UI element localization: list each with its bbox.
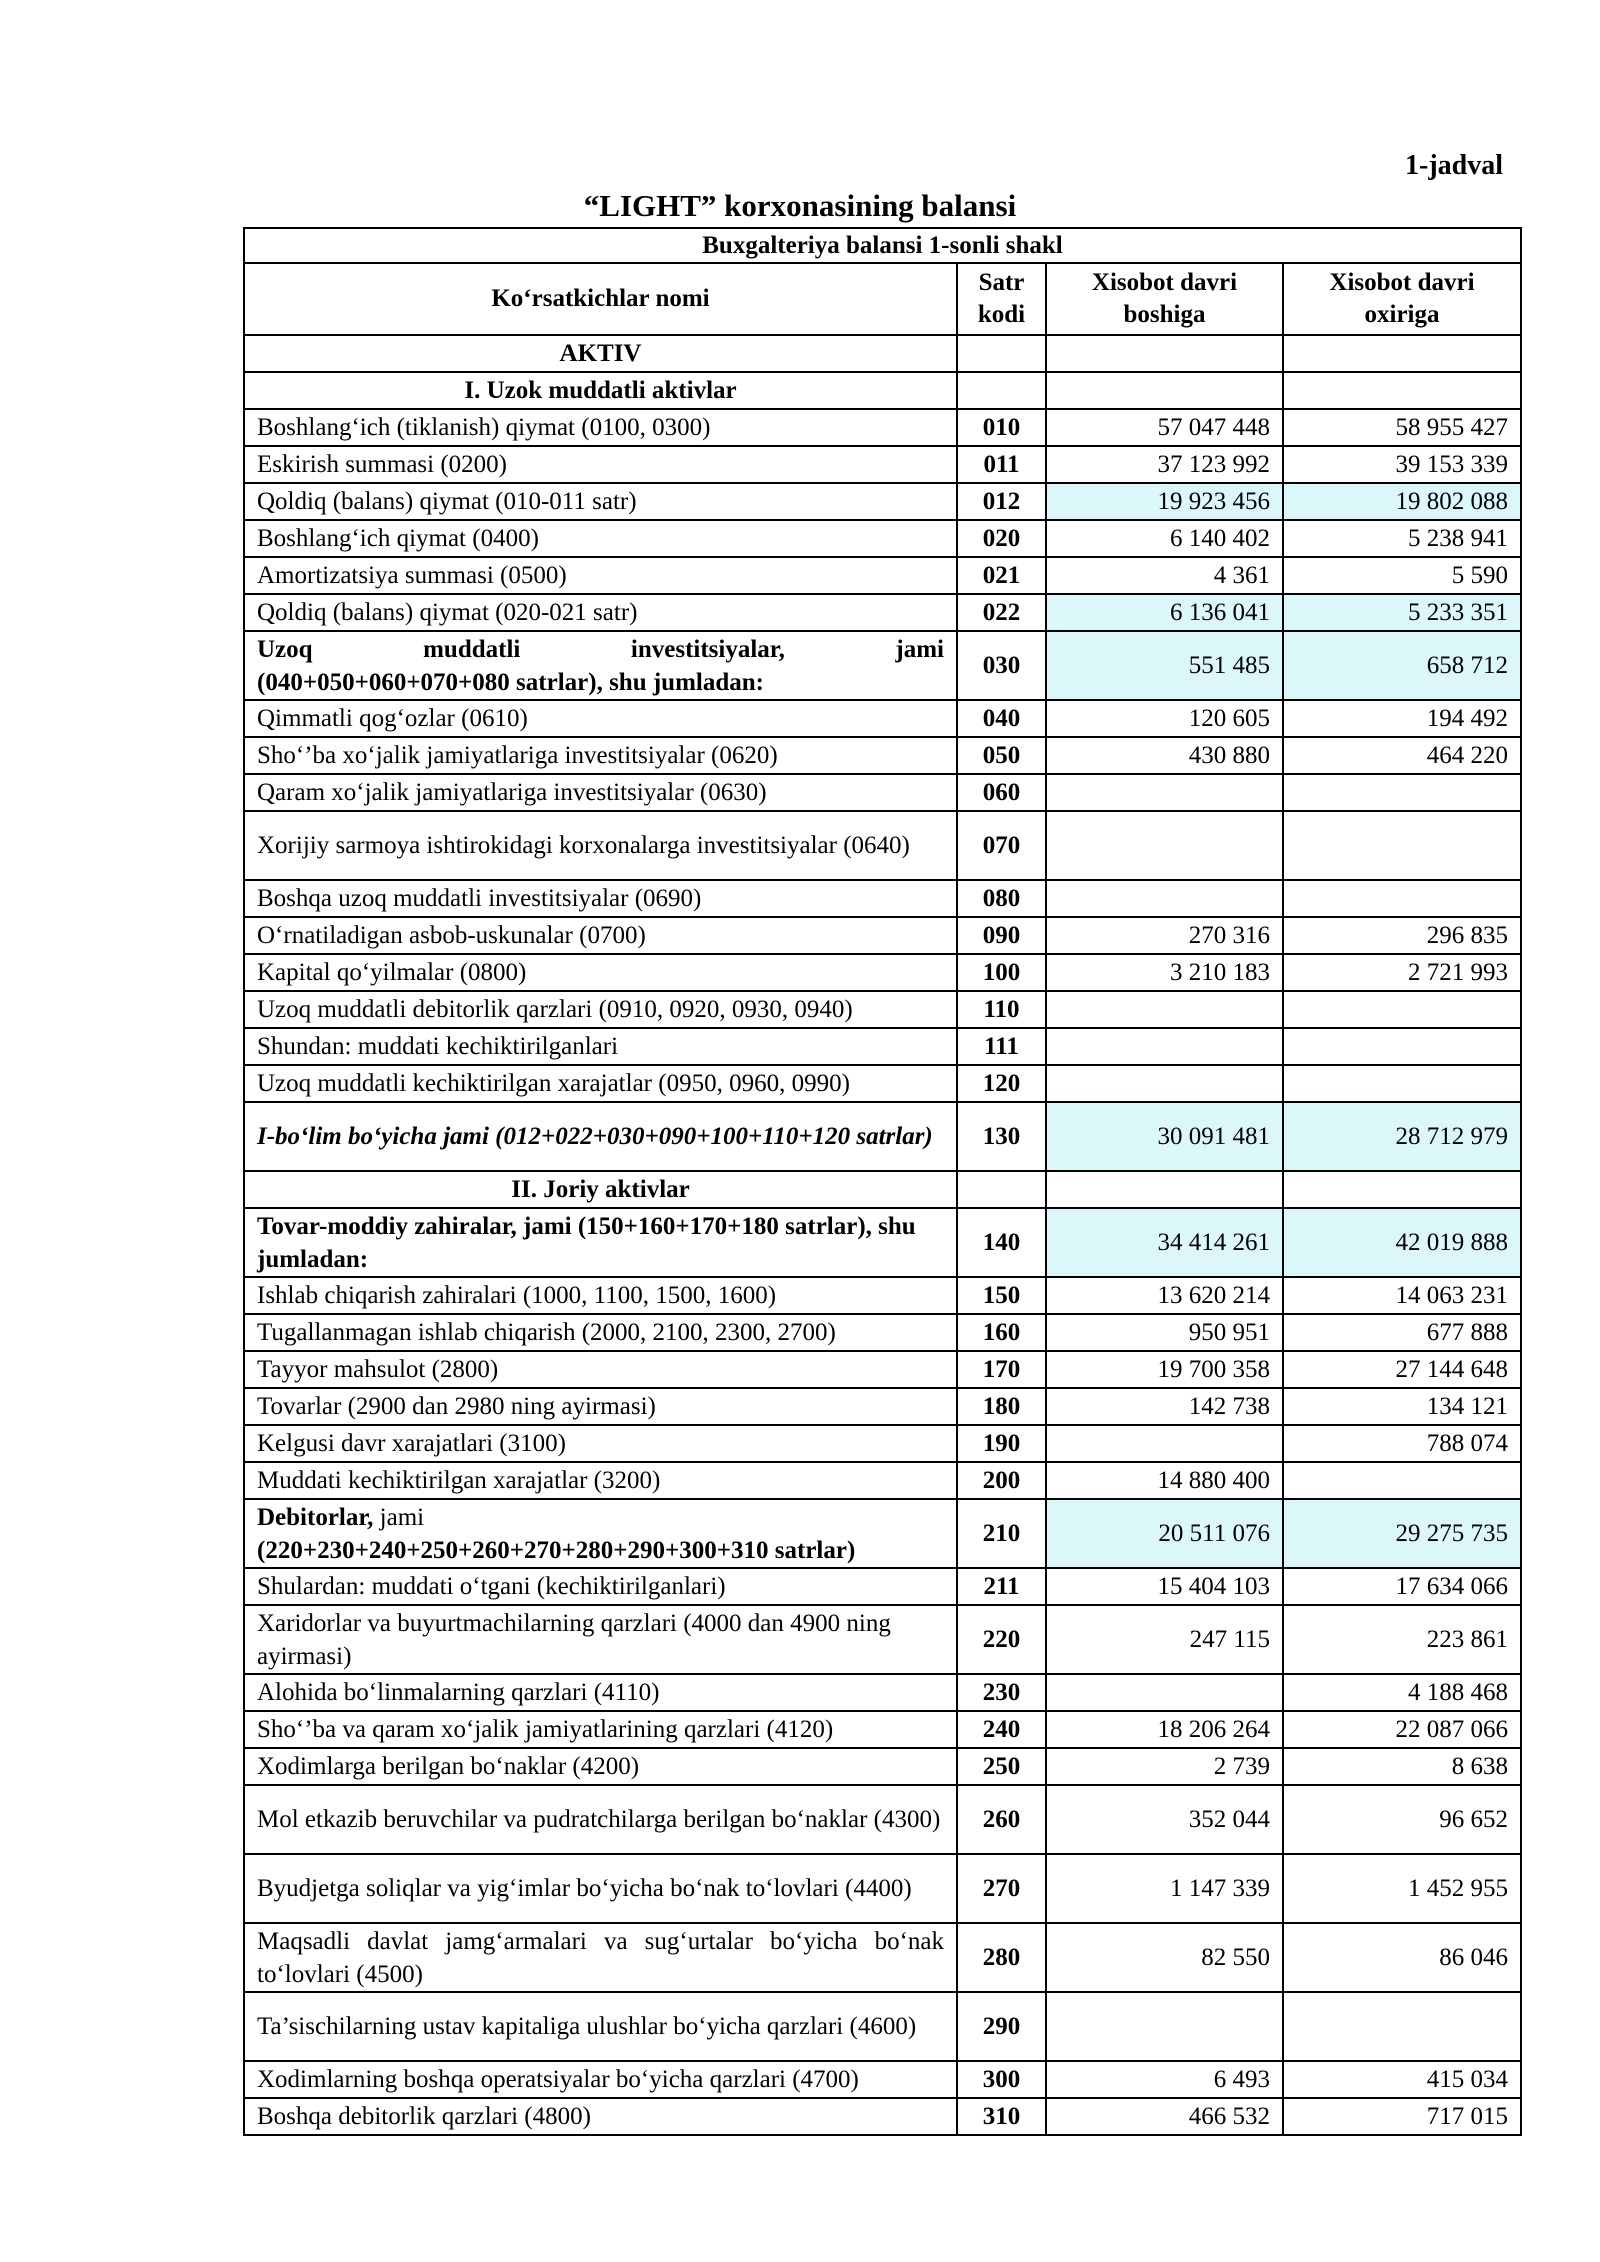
value-period-start <box>1046 335 1283 372</box>
table-row <box>244 811 1521 880</box>
indicator-name: Shulardan: muddati o‘tgani (kechiktirilganlari) <box>244 1568 957 1605</box>
line-code: 300 <box>957 2061 1046 2098</box>
value-period-end <box>1283 774 1521 811</box>
value-period-start: 430 880 <box>1046 737 1283 774</box>
indicator-name: I-bo‘lim bo‘yicha jami (012+022+030+090+100+110+120 satrlar) <box>244 1102 957 1171</box>
line-code: 180 <box>957 1388 1046 1425</box>
balance-sheet-table <box>243 227 1522 2136</box>
value-period-end: 22 087 066 <box>1283 1711 1521 1748</box>
value-period-start <box>1046 880 1283 917</box>
table-row <box>244 1208 1521 1277</box>
indicator-name: Xodimlarning boshqa operatsiyalar bo‘yicha qarzlari (4700) <box>244 2061 957 2098</box>
table-row <box>244 1425 1521 1462</box>
line-code: 210 <box>957 1499 1046 1568</box>
table-row <box>244 1992 1521 2061</box>
table-row <box>244 631 1521 700</box>
indicator-name: Boshlang‘ich qiymat (0400) <box>244 520 957 557</box>
value-period-end: 8 638 <box>1283 1748 1521 1785</box>
line-code: 170 <box>957 1351 1046 1388</box>
line-code: 011 <box>957 446 1046 483</box>
line-code: 090 <box>957 917 1046 954</box>
value-period-start: 6 493 <box>1046 2061 1283 2098</box>
value-period-end: 27 144 648 <box>1283 1351 1521 1388</box>
line-code: 012 <box>957 483 1046 520</box>
line-code: 100 <box>957 954 1046 991</box>
table-row <box>244 1923 1521 1992</box>
indicator-name: Tayyor mahsulot (2800) <box>244 1351 957 1388</box>
indicator-name: Qoldiq (balans) qiymat (020-021 satr) <box>244 594 957 631</box>
value-period-end <box>1283 991 1521 1028</box>
value-period-start: 19 923 456 <box>1046 483 1283 520</box>
value-period-start: 3 210 183 <box>1046 954 1283 991</box>
value-period-end <box>1283 880 1521 917</box>
line-code: 021 <box>957 557 1046 594</box>
value-period-start: 352 044 <box>1046 1785 1283 1854</box>
indicator-name: Kapital qo‘yilmalar (0800) <box>244 954 957 991</box>
header-line-code: Satr kodi <box>957 263 1046 335</box>
table-row <box>244 1277 1521 1314</box>
value-period-end <box>1283 372 1521 409</box>
section-header-row <box>244 1171 1521 1208</box>
value-period-start: 20 511 076 <box>1046 1499 1283 1568</box>
value-period-end <box>1283 1992 1521 2061</box>
indicator-name: Uzoq muddatli debitorlik qarzlari (0910, 0920, 0930, 0940) <box>244 991 957 1028</box>
value-period-start: 57 047 448 <box>1046 409 1283 446</box>
value-period-start <box>1046 1425 1283 1462</box>
section-header-row <box>244 335 1521 372</box>
indicator-name: Eskirish summasi (0200) <box>244 446 957 483</box>
value-period-start: 34 414 261 <box>1046 1208 1283 1277</box>
line-code: 200 <box>957 1462 1046 1499</box>
indicator-name: Xodimlarga berilgan bo‘naklar (4200) <box>244 1748 957 1785</box>
table-row <box>244 1462 1521 1499</box>
table-row <box>244 954 1521 991</box>
indicator-name: Sho‘’ba xo‘jalik jamiyatlariga investitsiyalar (0620) <box>244 737 957 774</box>
indicator-name: Qoldiq (balans) qiymat (010-011 satr) <box>244 483 957 520</box>
line-code: 120 <box>957 1065 1046 1102</box>
document-title: “LIGHT” korxonasining balansi <box>583 188 1017 223</box>
line-code: 111 <box>957 1028 1046 1065</box>
table-row <box>244 880 1521 917</box>
indicator-name: Tovarlar (2900 dan 2980 ning ayirmasi) <box>244 1388 957 1425</box>
indicator-name: O‘rnatiladigan asbob-uskunalar (0700) <box>244 917 957 954</box>
indicator-name: Uzoq muddatli investitsiyalar, jami (040+050+060+070+080 satrlar), shu jumladan: <box>244 631 957 700</box>
indicator-name: Boshqa uzoq muddatli investitsiyalar (0690) <box>244 880 957 917</box>
value-period-end: 717 015 <box>1283 2098 1521 2135</box>
value-period-start: 6 136 041 <box>1046 594 1283 631</box>
section-header-row <box>244 372 1521 409</box>
value-period-end: 296 835 <box>1283 917 1521 954</box>
value-period-end: 194 492 <box>1283 700 1521 737</box>
line-code: 010 <box>957 409 1046 446</box>
line-code: 190 <box>957 1425 1046 1462</box>
indicator-name: Tovar-moddiy zahiralar, jami (150+160+170+180 satrlar), shu jumladan: <box>244 1208 957 1277</box>
table-row <box>244 1065 1521 1102</box>
table-row <box>244 409 1521 446</box>
line-code: 280 <box>957 1923 1046 1992</box>
indicator-name: Xaridorlar va buyurtmachilarning qarzlari (4000 dan 4900 ning ayirmasi) <box>244 1605 957 1674</box>
table-row <box>244 1605 1521 1674</box>
line-code: 220 <box>957 1605 1046 1674</box>
table-row <box>244 774 1521 811</box>
value-period-start <box>1046 1171 1283 1208</box>
line-code: 040 <box>957 700 1046 737</box>
indicator-name: Shundan: muddati kechiktirilganlari <box>244 1028 957 1065</box>
value-period-end: 17 634 066 <box>1283 1568 1521 1605</box>
value-period-start <box>1046 1674 1283 1711</box>
value-period-end <box>1283 1171 1521 1208</box>
line-code: 110 <box>957 991 1046 1028</box>
form-name-row <box>244 228 1521 263</box>
value-period-start: 270 316 <box>1046 917 1283 954</box>
value-period-end: 1 452 955 <box>1283 1854 1521 1923</box>
value-period-end: 677 888 <box>1283 1314 1521 1351</box>
value-period-start: 6 140 402 <box>1046 520 1283 557</box>
table-row <box>244 2098 1521 2135</box>
value-period-end: 415 034 <box>1283 2061 1521 2098</box>
table-row <box>244 446 1521 483</box>
value-period-end: 658 712 <box>1283 631 1521 700</box>
value-period-start <box>1046 1065 1283 1102</box>
value-period-start <box>1046 811 1283 880</box>
table-row <box>244 700 1521 737</box>
table-row <box>244 1854 1521 1923</box>
value-period-start <box>1046 774 1283 811</box>
value-period-end <box>1283 1065 1521 1102</box>
line-code <box>957 1171 1046 1208</box>
line-code <box>957 335 1046 372</box>
table-row <box>244 737 1521 774</box>
indicator-name: Ta’sischilarning ustav kapitaliga ulushlar bo‘yicha qarzlari (4600) <box>244 1992 957 2061</box>
value-period-start: 14 880 400 <box>1046 1462 1283 1499</box>
line-code: 290 <box>957 1992 1046 2061</box>
line-code: 211 <box>957 1568 1046 1605</box>
value-period-start: 2 739 <box>1046 1748 1283 1785</box>
value-period-start: 950 951 <box>1046 1314 1283 1351</box>
header-period-start: Xisobot davri boshiga <box>1046 263 1283 335</box>
indicator-name: Kelgusi davr xarajatlari (3100) <box>244 1425 957 1462</box>
value-period-end: 5 590 <box>1283 557 1521 594</box>
indicator-name: Byudjetga soliqlar va yig‘imlar bo‘yicha bo‘nak to‘lovlari (4400) <box>244 1854 957 1923</box>
indicator-name: Sho‘’ba va qaram xo‘jalik jamiyatlarining qarzlari (4120) <box>244 1711 957 1748</box>
table-row <box>244 1748 1521 1785</box>
value-period-end: 5 233 351 <box>1283 594 1521 631</box>
value-period-start: 19 700 358 <box>1046 1351 1283 1388</box>
indicator-name: Tugallanmagan ishlab chiqarish (2000, 2100, 2300, 2700) <box>244 1314 957 1351</box>
table-row <box>244 1028 1521 1065</box>
value-period-end: 14 063 231 <box>1283 1277 1521 1314</box>
indicator-name: Boshqa debitorlik qarzlari (4800) <box>244 2098 957 2135</box>
line-code: 080 <box>957 880 1046 917</box>
table-row <box>244 991 1521 1028</box>
value-period-start: 120 605 <box>1046 700 1283 737</box>
indicator-name: II. Joriy aktivlar <box>244 1171 957 1208</box>
line-code: 130 <box>957 1102 1046 1171</box>
indicator-name: Amortizatsiya summasi (0500) <box>244 557 957 594</box>
value-period-start: 247 115 <box>1046 1605 1283 1674</box>
value-period-end: 464 220 <box>1283 737 1521 774</box>
value-period-end: 2 721 993 <box>1283 954 1521 991</box>
line-code: 150 <box>957 1277 1046 1314</box>
form-name: Buxgalteriya balansi 1-sonli shakl <box>244 228 1521 263</box>
value-period-start: 1 147 339 <box>1046 1854 1283 1923</box>
line-code: 160 <box>957 1314 1046 1351</box>
value-period-end: 96 652 <box>1283 1785 1521 1854</box>
line-code: 050 <box>957 737 1046 774</box>
value-period-start: 551 485 <box>1046 631 1283 700</box>
line-code: 250 <box>957 1748 1046 1785</box>
header-period-end: Xisobot davri oxiriga <box>1283 263 1521 335</box>
table-row <box>244 1785 1521 1854</box>
value-period-end: 19 802 088 <box>1283 483 1521 520</box>
value-period-start <box>1046 1028 1283 1065</box>
table-row <box>244 1568 1521 1605</box>
line-code: 240 <box>957 1711 1046 1748</box>
header-row <box>244 263 1521 335</box>
value-period-end: 39 153 339 <box>1283 446 1521 483</box>
value-period-start: 15 404 103 <box>1046 1568 1283 1605</box>
value-period-end: 42 019 888 <box>1283 1208 1521 1277</box>
value-period-end: 58 955 427 <box>1283 409 1521 446</box>
value-period-start: 37 123 992 <box>1046 446 1283 483</box>
table-row <box>244 1711 1521 1748</box>
table-row <box>244 1314 1521 1351</box>
value-period-end: 86 046 <box>1283 1923 1521 1992</box>
value-period-start: 82 550 <box>1046 1923 1283 1992</box>
value-period-end <box>1283 1462 1521 1499</box>
indicator-name: Uzoq muddatli kechiktirilgan xarajatlar (0950, 0960, 0990) <box>244 1065 957 1102</box>
value-period-end <box>1283 1028 1521 1065</box>
value-period-start <box>1046 372 1283 409</box>
indicator-name: AKTIV <box>244 335 957 372</box>
table-row <box>244 917 1521 954</box>
indicator-name: I. Uzok muddatli aktivlar <box>244 372 957 409</box>
indicator-name: Muddati kechiktirilgan xarajatlar (3200) <box>244 1462 957 1499</box>
value-period-start: 18 206 264 <box>1046 1711 1283 1748</box>
value-period-end: 28 712 979 <box>1283 1102 1521 1171</box>
value-period-end <box>1283 811 1521 880</box>
value-period-end: 5 238 941 <box>1283 520 1521 557</box>
value-period-end: 134 121 <box>1283 1388 1521 1425</box>
line-code: 020 <box>957 520 1046 557</box>
value-period-end <box>1283 335 1521 372</box>
value-period-start: 142 738 <box>1046 1388 1283 1425</box>
indicator-name: Xorijiy sarmoya ishtirokidagi korxonalarga investitsiyalar (0640) <box>244 811 957 880</box>
line-code: 270 <box>957 1854 1046 1923</box>
indicator-name: Maqsadli davlat jamg‘armalari va sug‘urtalar bo‘yicha bo‘nak to‘lovlari (4500) <box>244 1923 957 1992</box>
table-row <box>244 1388 1521 1425</box>
line-code: 260 <box>957 1785 1046 1854</box>
indicator-name: Qimmatli qog‘ozlar (0610) <box>244 700 957 737</box>
line-code: 060 <box>957 774 1046 811</box>
indicator-name: Debitorlar, jami (220+230+240+250+260+270+280+290+300+310 satrlar) <box>244 1499 957 1568</box>
value-period-end: 29 275 735 <box>1283 1499 1521 1568</box>
table-row <box>244 557 1521 594</box>
indicator-name: Mol etkazib beruvchilar va pudratchilarga berilgan bo‘naklar (4300) <box>244 1785 957 1854</box>
value-period-start: 30 091 481 <box>1046 1102 1283 1171</box>
indicator-name: Qaram xo‘jalik jamiyatlariga investitsiyalar (0630) <box>244 774 957 811</box>
table-row <box>244 483 1521 520</box>
table-row <box>244 594 1521 631</box>
value-period-start: 4 361 <box>1046 557 1283 594</box>
line-code: 230 <box>957 1674 1046 1711</box>
table-row <box>244 1499 1521 1568</box>
line-code: 070 <box>957 811 1046 880</box>
value-period-end: 4 188 468 <box>1283 1674 1521 1711</box>
value-period-end: 223 861 <box>1283 1605 1521 1674</box>
line-code: 310 <box>957 2098 1046 2135</box>
value-period-start: 13 620 214 <box>1046 1277 1283 1314</box>
header-indicator-name: Ko‘rsatkichlar nomi <box>244 263 957 335</box>
table-row <box>244 520 1521 557</box>
table-row <box>244 1674 1521 1711</box>
table-row <box>244 1102 1521 1171</box>
table-row <box>244 1351 1521 1388</box>
table-number-label: 1-jadval <box>1405 150 1503 181</box>
line-code <box>957 372 1046 409</box>
table-row <box>244 2061 1521 2098</box>
indicator-name: Alohida bo‘linmalarning qarzlari (4110) <box>244 1674 957 1711</box>
indicator-name: Boshlang‘ich (tiklanish) qiymat (0100, 0300) <box>244 409 957 446</box>
value-period-start <box>1046 991 1283 1028</box>
line-code: 022 <box>957 594 1046 631</box>
line-code: 140 <box>957 1208 1046 1277</box>
indicator-name: Ishlab chiqarish zahiralari (1000, 1100, 1500, 1600) <box>244 1277 957 1314</box>
line-code: 030 <box>957 631 1046 700</box>
value-period-start: 466 532 <box>1046 2098 1283 2135</box>
value-period-end: 788 074 <box>1283 1425 1521 1462</box>
value-period-start <box>1046 1992 1283 2061</box>
